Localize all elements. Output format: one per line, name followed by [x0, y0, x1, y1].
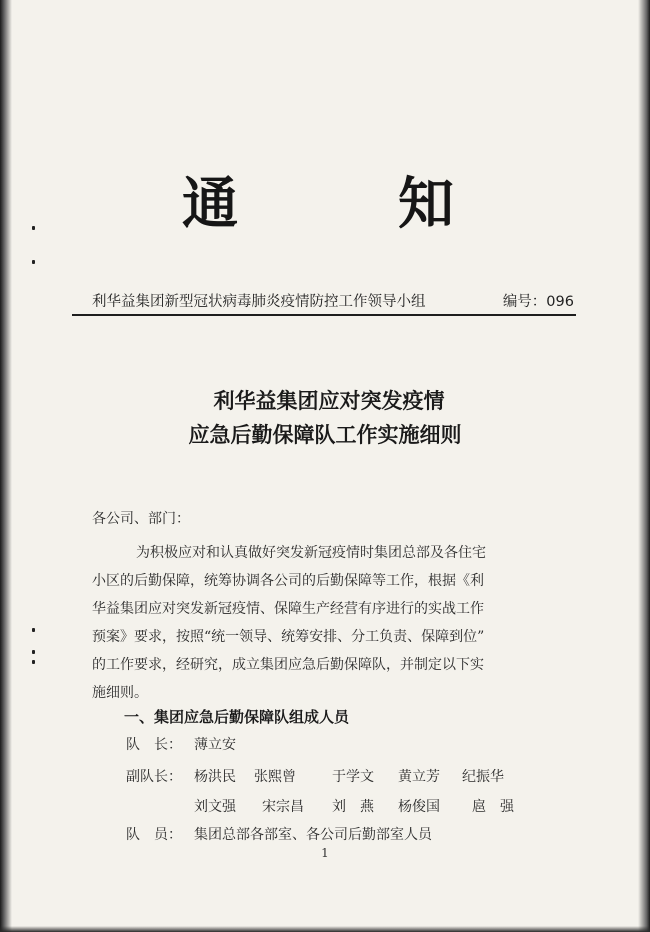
leader-label: 队 长：: [126, 737, 182, 753]
deputy-name: 刘文强: [194, 799, 236, 815]
scan-edge-right: [638, 0, 650, 932]
body-line: 预案》要求，按照“统一领导、统筹安排、分工负责、保障到位”: [92, 629, 485, 645]
title-char-1: 通: [182, 172, 238, 237]
binding-mark: [32, 628, 35, 632]
leader-name: 薄立安: [194, 737, 236, 753]
binding-mark: [32, 650, 35, 654]
members-text: 集团总部各部室、各公司后勤部室人员: [194, 827, 432, 843]
binding-mark: [32, 260, 35, 264]
members-label: 队 员：: [126, 827, 182, 843]
deputy-name: 张熙曾: [254, 769, 296, 785]
body-line: 小区的后勤保障，统筹协调各公司的后勤保障等工作，根据《利: [92, 573, 484, 589]
subject-line-2: 应急后勤保障队工作实施细则: [188, 423, 462, 447]
issuer-header: [88, 292, 578, 312]
title-char-2: 知: [398, 172, 454, 237]
page-number: 1: [321, 846, 329, 860]
deputy-label: 副队长：: [126, 769, 182, 785]
deputy-name: 扈 强: [472, 799, 514, 815]
scan-edge-bottom: [0, 926, 650, 932]
deputy-name: 杨洪民: [194, 769, 236, 785]
document-number: 编号：096: [502, 294, 574, 310]
deputy-name: 宋宗昌: [262, 799, 304, 815]
deputy-name: 于学文: [332, 769, 374, 785]
deputy-name: 黄立芳: [398, 769, 440, 785]
subject-line-1: 利华益集团应对突发疫情: [213, 389, 445, 413]
binding-mark: [32, 660, 35, 664]
deputy-name: 杨俊国: [398, 799, 440, 815]
body-line: 为积极应对和认真做好突发新冠疫情时集团总部及各住宅: [136, 545, 486, 561]
body-line: 华益集团应对突发新冠疫情、保障生产经营有序进行的实战工作: [92, 601, 484, 617]
section-heading: 一、集团应急后勤保障队组成人员: [124, 708, 350, 726]
document-title: [0, 170, 650, 240]
document-subject: [0, 384, 650, 452]
issuer-name: 利华益集团新型冠状病毒肺炎疫情防控工作领导小组: [92, 294, 426, 310]
deputy-name: 刘 燕: [332, 799, 374, 815]
header-divider: [72, 314, 576, 316]
salutation: 各公司、部门：: [92, 511, 190, 527]
deputy-name: 纪振华: [462, 769, 504, 785]
body-line: 的工作要求，经研究，成立集团应急后勤保障队，并制定以下实: [92, 657, 484, 673]
body-line: 施细则。: [92, 685, 148, 701]
scan-edge-left: [0, 0, 12, 932]
